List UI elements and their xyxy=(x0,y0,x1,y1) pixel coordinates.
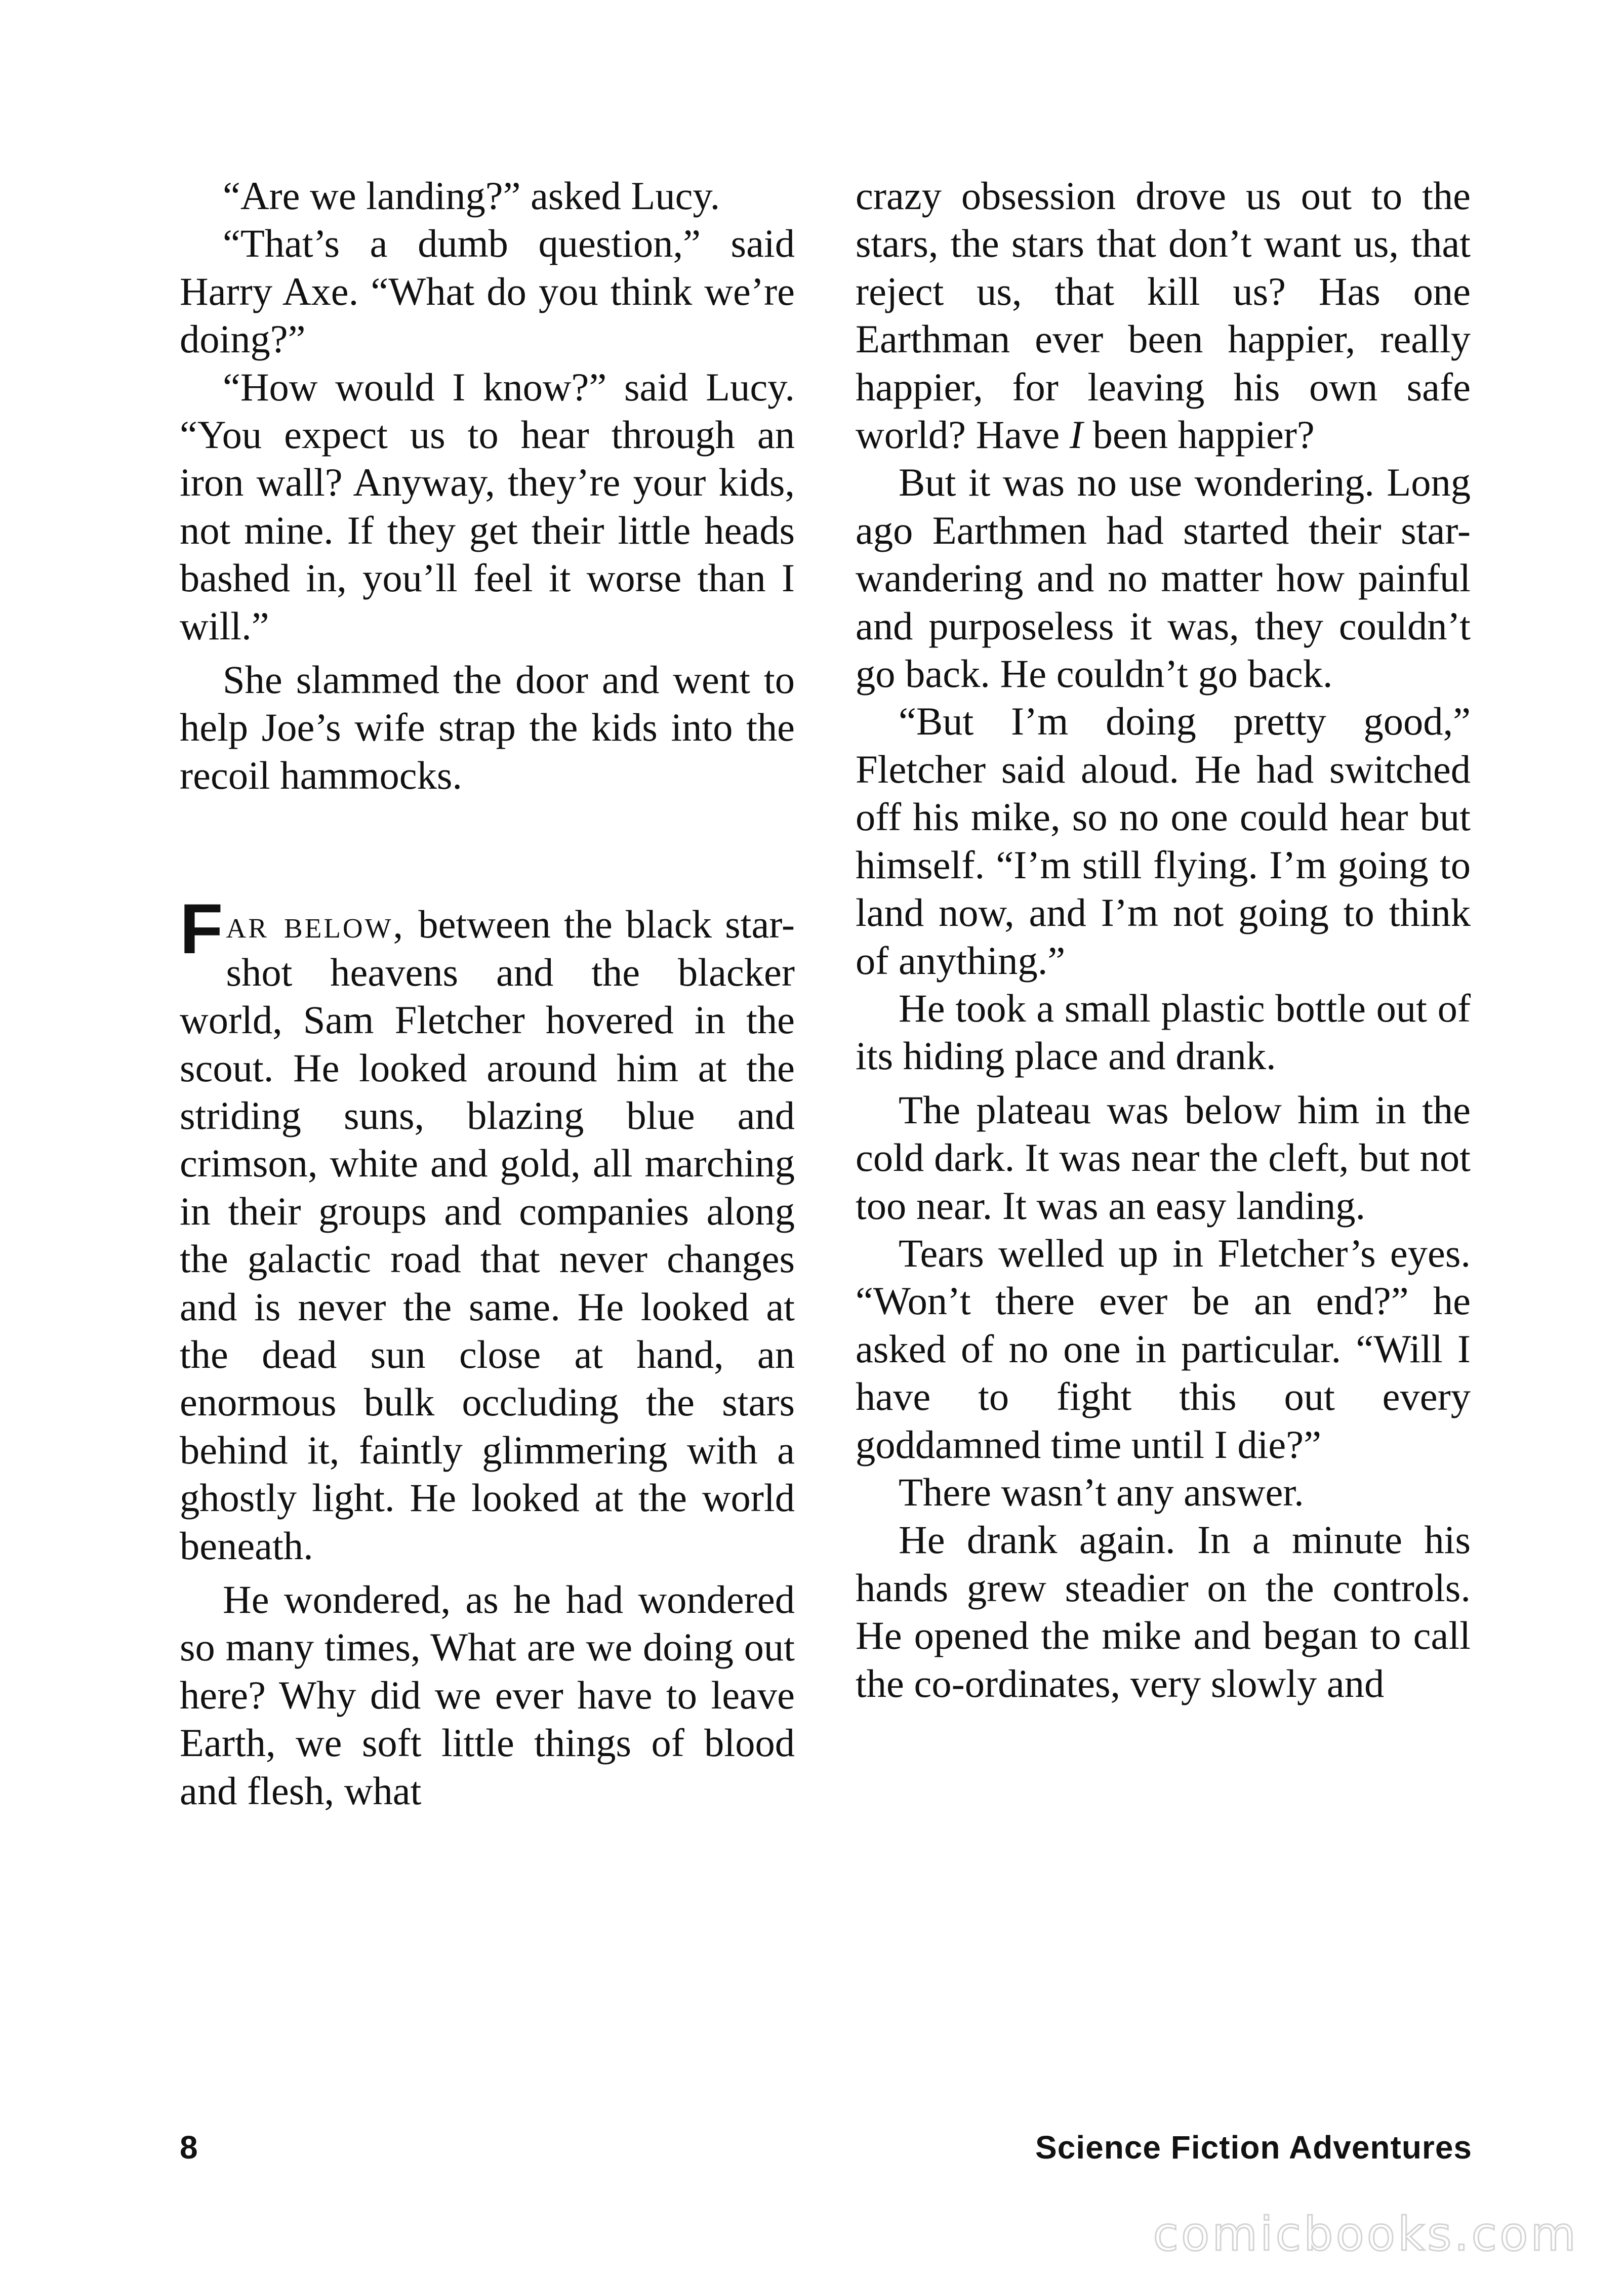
paragraph: She slammed the door and went to help Joe’s wife strap the kids into the recoil hammocks. xyxy=(180,658,795,797)
page-number: 8 xyxy=(180,2129,198,2166)
drop-cap: F xyxy=(180,889,223,969)
magazine-title: Science Fiction Adventures xyxy=(1035,2129,1472,2166)
paragraph: “That’s a dumb question,” said Harry Axe. “What do you think we’re doing?” xyxy=(180,221,795,361)
watermark: comicbooks.com xyxy=(1153,2207,1578,2261)
paragraph: “But I’m doing pretty good,” Fletcher said aloud. He had switched off his mike, so no one could hear but himself. “I’m still flying. I’m going to land now, and I’m not going to think of anything.” xyxy=(856,699,1471,983)
paragraph: Tears welled up in Fletcher’s eyes. “Won’t there ever be an end?” he asked of no one in particular. “Will I have to fight this out every goddamned time until I die?” xyxy=(856,1231,1471,1467)
paragraph xyxy=(856,172,1471,459)
paragraph: He drank again. In a minute his hands grew steadier on the controls. He opened the mike and began to call the co-ordinates, very slowly and xyxy=(856,1518,1471,1705)
paragraph: The plateau was below him in the cold dark. It was near the cleft, but not too near. It was an easy landing. xyxy=(856,1087,1471,1228)
section-opening-paragraph xyxy=(180,889,795,1570)
paragraph: There wasn’t any answer. xyxy=(899,1470,1304,1514)
paragraph-text: crazy obsession drove us out to the stars, the stars that don’t want us, that reject us, that kill us? Has one Earthman ever been happier, really happier, for leaving his own safe world? Have xyxy=(856,174,1471,457)
left-column xyxy=(180,172,795,1815)
paragraph: He wondered, as he had wondered so many times, What are we doing out here? Why did we ever have to leave Earth, we soft little things of blood and flesh, what xyxy=(180,1577,795,1813)
paragraph: But it was no use wondering. Long ago Earthmen had started their star-wandering and no matter how painful and purposeless it was, they couldn’t go back. He couldn’t go back. xyxy=(856,460,1471,696)
paragraph: He took a small plastic bottle out of its hiding place and drank. xyxy=(856,986,1471,1078)
paragraph-text: been happier? xyxy=(1092,413,1315,457)
paragraph-text: between the black star-shot heavens and the blacker world, Sam Fletcher hovered in the scout. He looked around him at the striding suns, blazing blue and crimson, white and gold, all marching in their groups and companies along the galactic road that never changes and is never the same. He looked at the dead sun close at hand, an enormous bulk occluding the stars behind it, faintly glimmering with a ghostly light. He looked at the world beneath. xyxy=(180,902,795,1568)
paragraph: “Are we landing?” asked Lucy. xyxy=(223,174,720,218)
emphasized-word: I xyxy=(1069,413,1083,457)
right-column xyxy=(856,172,1471,1707)
small-caps-lead: ar below, xyxy=(226,902,405,947)
paragraph: “How would I know?” said Lucy. “You expect us to hear through an iron wall? Anyway, they’re your kids, not mine. If they get their little heads bashed in, you’ll feel it worse than I will.” xyxy=(180,364,795,648)
